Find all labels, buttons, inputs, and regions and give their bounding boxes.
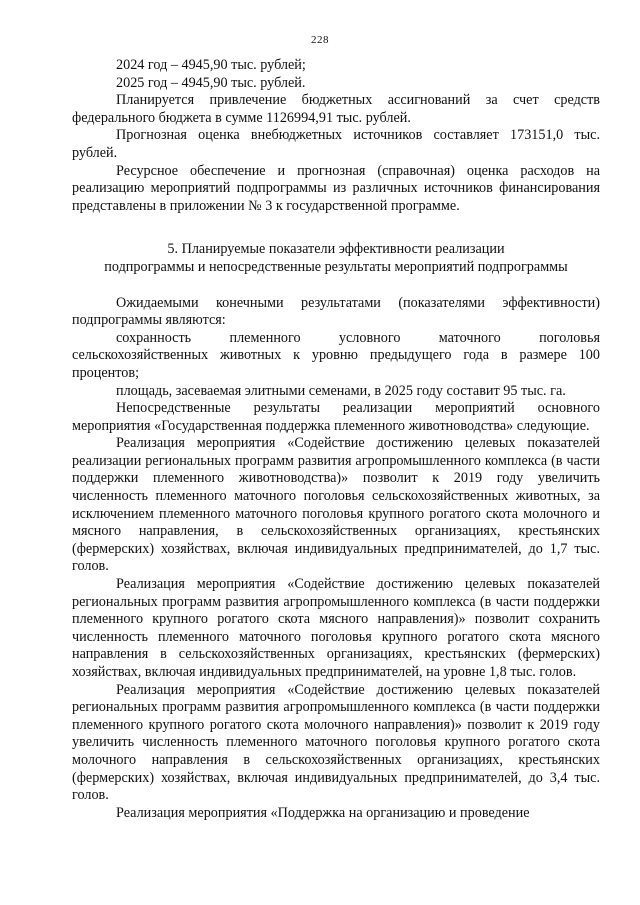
federal-budget-paragraph: Планируется привлечение бюджетных ассигнований за счет средств федерального бюджета в сумме 1126994,91 тыс. рублей. <box>72 92 600 126</box>
measure-dairy-cattle-paragraph: Реализация мероприятия «Содействие достижению целевых показателей региональных программ развития агропромышленного комплекса (в части поддержки племенного крупного рогатого скота молочного направления)» позволит к 2019 году увеличить численность племенного маточного поголовья крупного рогатого скота молочного направления в сельскохозяйственных организациях, крестьянских (фермерских) хозяйствах, включая индивидуальных предпринимателей, до 3,4 тыс. голов. <box>72 681 600 804</box>
indicator-elite-seeds-area: площадь, засеваемая элитными семенами, в 2025 году составит 95 тыс. га. <box>116 382 566 399</box>
section-heading-line-1: 5. Планируемые показатели эффективности реализации <box>167 241 505 258</box>
indicator-livestock-preservation: сохранность племенного условного маточного поголовья сельскохозяйственных животных к уровню предыдущего года в размере 100 процентов; <box>72 329 600 381</box>
budget-2025-line: 2025 год – 4945,90 тыс. рублей. <box>116 74 306 91</box>
section-heading <box>72 241 600 276</box>
measure-breeding-livestock-paragraph: Реализация мероприятия «Содействие достижению целевых показателей реализации региональных программ развития агропромышленного комплекса (в части поддержки племенного животноводства)» позволит к 2019 году увеличить численность племенного маточного поголовья сельскохозяйственных животных, за исключением племенного маточного поголовья крупного рогатого скота молочного и мясного направления, в сельскохозяйственных организациях, крестьянских (фермерских) хозяйствах, включая индивидуальных предпринимателей, до 1,7 тыс. голов. <box>72 435 600 575</box>
measure-support-organization-paragraph: Реализация мероприятия «Поддержка на организацию и проведение <box>116 804 530 821</box>
section-heading-line-2: подпрограммы и непосредственные результаты мероприятий подпрограммы <box>104 258 568 275</box>
extrabudgetary-paragraph: Прогнозная оценка внебюджетных источников составляет 173151,0 тыс. рублей. <box>72 127 600 161</box>
direct-results-intro: Непосредственные результаты реализации мероприятий основного мероприятия «Государственная поддержка племенного животноводства» следующие. <box>72 400 600 434</box>
budget-2024-line: 2024 год – 4945,90 тыс. рублей; <box>116 57 306 73</box>
measure-beef-cattle-paragraph: Реализация мероприятия «Содействие достижению целевых показателей региональных программ развития агропромышленного комплекса (в части поддержки племенного крупного рогатого скота мясного направления)» позволит сохранить численность племенного маточного поголовья крупного рогатого скота мясного направления в сельскохозяйственных организациях, крестьянских (фермерских) хозяйствах, включая индивидуальных предпринимателей, на уровне 1,8 тыс. голов. <box>72 576 600 680</box>
page-number: 228 <box>311 34 329 46</box>
resource-provision-paragraph: Ресурсное обеспечение и прогнозная (справочная) оценка расходов на реализацию мероприятий подпрограммы из различных источников финансирования представлены в приложении № 3 к государственной программе. <box>72 162 600 214</box>
document-body <box>72 57 600 822</box>
expected-results-intro: Ожидаемыми конечными результатами (показателями эффективности) подпрограммы являются: <box>72 294 600 329</box>
